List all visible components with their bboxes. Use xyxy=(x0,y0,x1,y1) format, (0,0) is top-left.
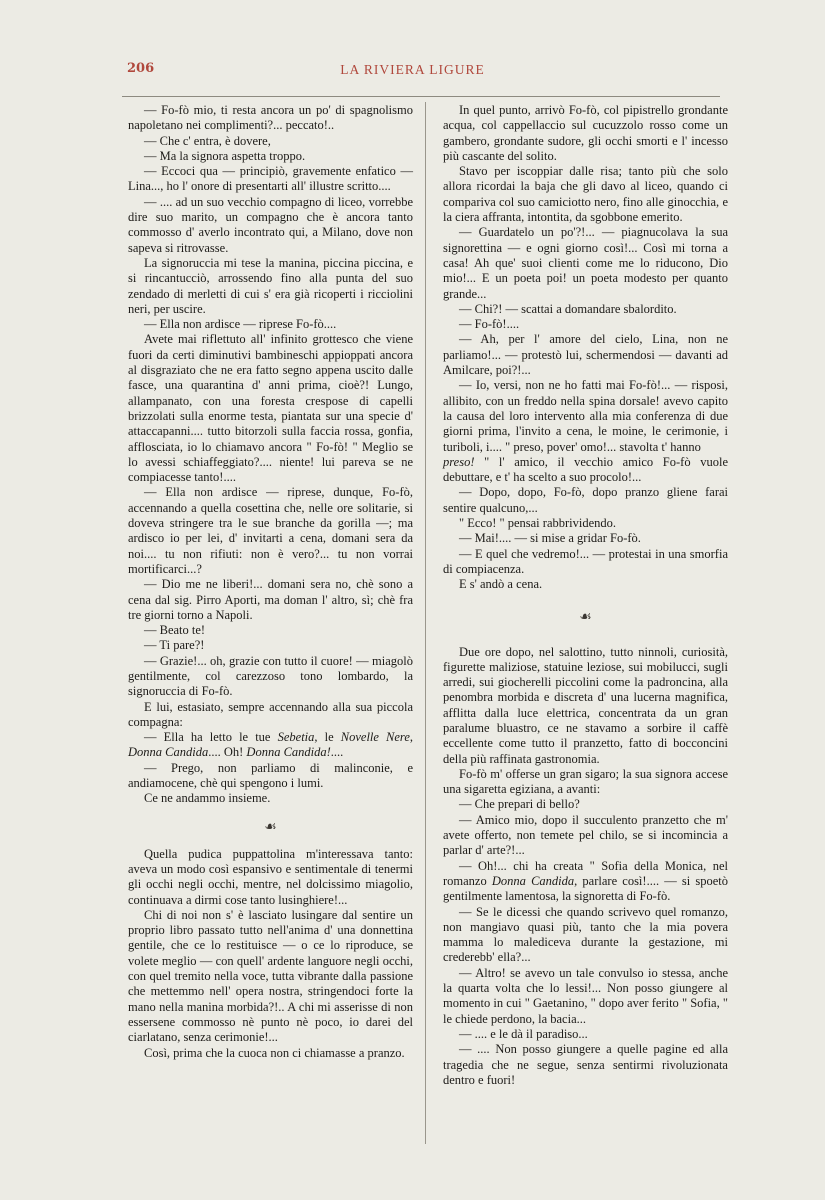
sofia-text: , parlare così!.... — si spoetò gentilmente lamentosa, la signoretta di Fo-fò. xyxy=(443,873,728,904)
paragraph: — Dopo, dopo, Fo-fò, dopo pranzo gliene farai sentire qualcuno,... xyxy=(443,485,728,515)
paragraph: Quella pudica puppattolina m'interessava tanto: aveva un modo così espansivo e sentimentale di tenermi gli occhi negli occhi, mentre, nel dolcissimo miagolio, continuava a dirmi cose tanto lusinghiere!... xyxy=(128,846,413,907)
paragraph: — .... e le dà il paradiso... xyxy=(459,1026,588,1041)
paragraph: — Che c' entra, è dovere, xyxy=(144,133,271,148)
running-head: LA RIVIERA LIGURE xyxy=(340,62,485,77)
right-paragraphs-d xyxy=(443,905,728,1089)
header-rule xyxy=(122,96,720,97)
paragraph: Chi di noi non s' è lasciato lusingare dal sentire un proprio libro passato tutto nell'anima d' una donnettina gentile, che ce lo restituisce — o ce lo riproduce, se volete meglio — con quell' ardente languore negli occhi, con quel tremito nella voce, tutta vibrante dalla passione che mettemmo nell' opera nostra, stringendoci forte la mano nella manina morbida?!.. A chi mi asserisse di non essersene commosso nè punto nè poco, io darei del ciarlatano, senza cerimonie!... xyxy=(128,907,413,1045)
books-text: , le xyxy=(314,730,341,745)
paragraph: — Mai!.... — si mise a gridar Fo-fò. xyxy=(459,531,641,546)
paragraph: — Beato te! xyxy=(144,623,206,638)
preso-paragraph xyxy=(443,455,728,486)
right-column xyxy=(443,103,728,1088)
paragraph: In quel punto, arrivò Fo-fò, col pipistrello grondante acqua, col cappellaccio sul cucuzzolo rosso come un gambero, grondante sudore, gli occhi smorti e l' incesso più cascante del solito. xyxy=(443,103,728,163)
book-title: Sebetia xyxy=(277,730,315,745)
right-paragraphs-c xyxy=(443,645,728,859)
italic-word: preso! xyxy=(443,454,475,469)
books-paragraph xyxy=(128,730,413,761)
section-ornament: ☙ xyxy=(579,609,592,625)
books-text: , xyxy=(409,730,414,745)
paragraph: — Fo-fò mio, ti resta ancora un po' di spagnolismo napoletano nei complimenti?... peccato!.. xyxy=(128,103,413,133)
left-paragraphs-b xyxy=(128,761,413,807)
sofia-text: — Oh!... chi ha creata " Sofia della Monica, nel romanzo xyxy=(443,858,728,888)
left-paragraphs-c xyxy=(128,847,413,1061)
preso-text: " l' amico, il vecchio amico Fo-fò vuole debuttare, e t' ha scelto a suo procolo!... xyxy=(443,454,728,485)
books-text: .... Oh! xyxy=(208,745,247,760)
paragraph: — Amico mio, dopo il succulento pranzetto che m' avete offerto, non temete pel chilo, se si incomincia a parlar d' arte?!... xyxy=(443,812,728,858)
paragraph: Avete mai riflettuto all' infinito grottesco che viene fuori da certi diminutivi bambineschi appioppati ancora al disgraziato che ne era fatto segno appena uscito dalle fasce, una quarantina d' anni prima, cioè?! Lungo, allampanato, con una foresta crespose di capelli brizzolati sulla enorme testa, piantata sur una specie d' attaccapanni.... tutto bitorzoli sulla faccia rossa, gonfia, afflosciata, io lo chiamavo ancora " Fo-fò! " Meglio se lo avessi schiaffeggiato?.... niente! lui pareva se ne compiacesse tanto!.... xyxy=(128,332,413,485)
paragraph: — E quel che vedremo!... — protestai in una smorfia di compiacenza. xyxy=(443,546,728,576)
book-title: Donna Candida xyxy=(128,745,209,760)
right-paragraphs-b xyxy=(443,485,728,592)
right-paragraphs-a xyxy=(443,103,728,455)
paragraph: — Ti pare?! xyxy=(144,638,205,653)
paragraph: Così, prima che la cuoca non ci chiamasse a pranzo. xyxy=(144,1045,405,1060)
paragraph: — Ah, per l' amore del cielo, Lina, non ne parliamo!... — protestò lui, schermendosi — davanti ad Amilcare, poi?!... xyxy=(443,332,728,378)
paragraph: — Chi?! — scattai a domandare sbalordito. xyxy=(459,301,677,316)
paragraph: — Grazie!... oh, grazie con tutto il cuore! — miagolò gentilmente, col carezzoso tono lombardo, la signoruccia di Fo-fò. xyxy=(128,653,413,699)
book-title: Novelle Nere xyxy=(340,730,410,745)
paragraph: — Ella non ardisce — riprese Fo-fò.... xyxy=(144,317,337,332)
paragraph: — Ma la signora aspetta troppo. xyxy=(144,148,306,163)
paragraph: E lui, estasiato, sempre accennando alla sua piccola compagna: xyxy=(128,699,413,729)
page-number: 206 xyxy=(127,61,155,76)
paragraph: — .... Non posso giungere a quelle pagine ed alla tragedia che ne segue, senza sentirmi rivoluzionata dentro e fuori! xyxy=(443,1042,728,1087)
paragraph: — Ella non ardisce — riprese, dunque, Fo-fò, accennando a quella cosettina che, nelle ore solitarie, si doveva stringere tra le sue branche da gorilla —; ma ardisco io per lei, d' invitarti a cena, domani sera da noi.... tu non rifiuti: non è vero?... tu non vorrai mortificarci...? xyxy=(128,485,413,576)
section-ornament: ☙ xyxy=(264,819,277,835)
paragraph: — Altro! se avevo un tale convulso io stessa, anche la quarta volta che lo lessi!... Non posso giungere al momento in cui " Gaetanino, " dopo aver ferito " Sofia, " le chiede perdono, la bacia... xyxy=(443,965,728,1026)
paragraph: Stavo per iscoppiar dalle risa; tanto più che solo allora ricordai la baja che gli davo al liceo, quando ci compariva col suo camiciotto nero, fino alle ginocchia, e la ciera affranta, intontita, da sgobbone emerito. xyxy=(443,164,728,225)
paragraph: Fo-fò m' offerse un gran sigaro; la sua signora accese una sigaretta egiziana, a avanti: xyxy=(443,766,728,797)
paragraph: — .... ad un suo vecchio compagno di liceo, vorrebbe dire suo marito, un compagno che è ancora tanto commosso d' averlo incontrato qui, a Milano, dove non sapeva si ritrovasse. xyxy=(128,194,413,255)
paragraph: — Io, versi, non ne ho fatti mai Fo-fò!... — risposi, allibito, con un freddo nella spina dorsale! avevo capito la causa del loro intervento alla mia conferenza di due giorni prima, l'invito a cena, le moine, le cerimonie, i turiboli, i.... " preso, pover' omo!... stavolta t' hanno xyxy=(443,378,728,454)
paragraph: — Fo-fò!.... xyxy=(459,317,520,332)
paragraph: Ce ne andammo insieme. xyxy=(144,791,271,806)
paragraph: " Ecco! " pensai rabbrividendo. xyxy=(459,516,617,531)
column-divider xyxy=(425,102,426,1144)
paragraph: La signoruccia mi tese la manina, piccina piccina, e si rincantucciò, arrossendo fino alla punta del suo zendado di merletti di cui s' era già ricoperti i ricciolini neri, per uscire. xyxy=(128,255,413,316)
paragraph: — Prego, non parliamo di malinconie, e andiamocene, chè qui spengono i lumi. xyxy=(128,760,413,791)
book-title: Donna Candida! xyxy=(246,745,331,760)
paragraph: E s' andò a cena. xyxy=(459,577,543,592)
books-text: .... xyxy=(330,745,344,760)
book-title: Donna Candida xyxy=(491,873,575,888)
sofia-paragraph xyxy=(443,859,728,905)
left-column xyxy=(128,103,413,1061)
paragraph: — Dio me ne liberi!... domani sera no, chè sono a cena dal sig. Pirro Aporti, ma doman l' altro, sì; chè fra tre giorni torno a Napoli. xyxy=(128,577,413,622)
paragraph: — Se le dicessi che quando scrivevo quel romanzo, non mangiavo quasi più, tanto che la mia povera mamma lo malediceva durante la gestazione, mi crederebb' ella?... xyxy=(443,904,728,965)
paragraph: — Eccoci qua — principiò, gravemente enfatico — Lina..., ho l' onore di presentarti all' illustre scritto.... xyxy=(128,164,413,194)
left-paragraphs-a xyxy=(128,103,413,730)
paragraph: — Che prepari di bello? xyxy=(459,797,580,812)
books-text: — Ella ha letto le tue xyxy=(144,730,278,745)
paragraph: — Guardatelo un po'?!... — piagnucolava la sua signorettina — e ogni giorno così!... Così mi torna a casa! Ah que' suoi clienti come me lo riducono, Dio mio!... E un poeta poi! un poeta modesto per quanto grande... xyxy=(443,225,728,301)
paragraph: Due ore dopo, nel salottino, tutto ninnoli, curiosità, figurette maliziose, statuine leziose, sui mobilucci, sugli arredi, sui giocherelli piccolini come la padroncina, alla penombra morbida e discreta d' una lucerna magnifica, afflitta dalla luce elettrica, concentrata da un gran paralume bluastro, ce ne stavamo a sorbire il caffè eccellente come tutto il pranzetto, fatto di bocconcini della più raffinata gastronomia. xyxy=(443,644,728,766)
